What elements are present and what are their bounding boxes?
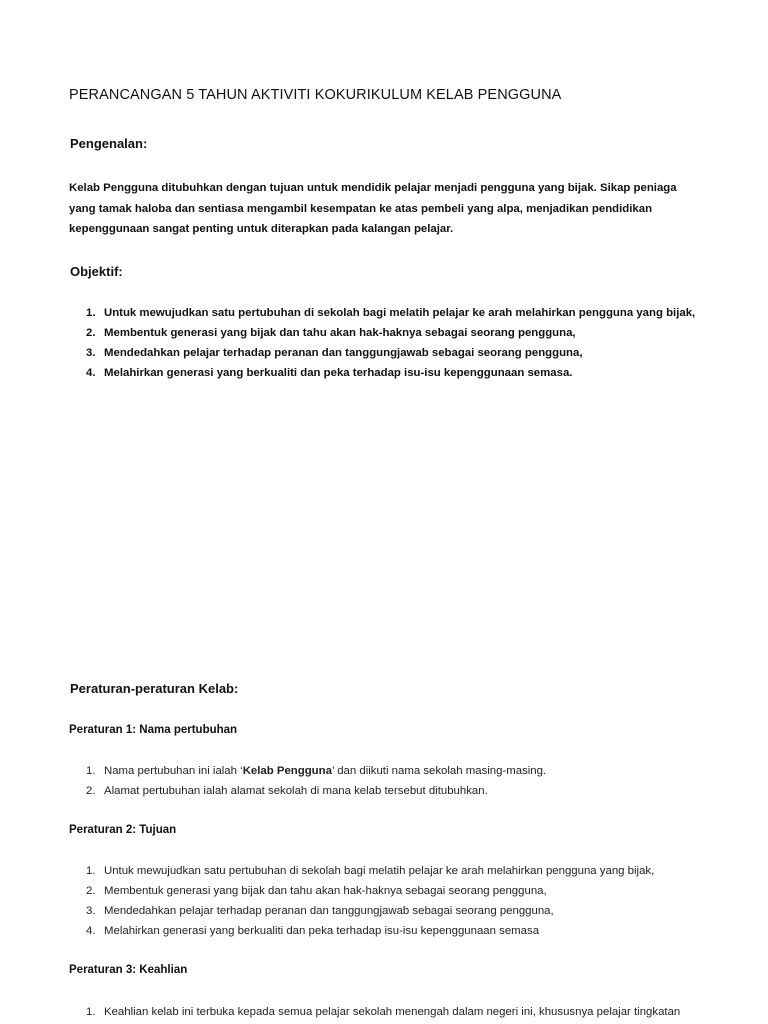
objectives-list <box>69 303 704 383</box>
list-number: 1. <box>86 765 96 777</box>
list-text: Melahirkan generasi yang berkualiti dan peka terhadap isu-isu kepenggunaan semasa. <box>104 367 573 379</box>
list-item <box>69 921 704 941</box>
list-text-before: Nama pertubuhan ini ialah ‘ <box>104 765 243 777</box>
list-text: Untuk mewujudkan satu pertubuhan di sekolah bagi melatih pelajar ke arah melahirkan pengguna yang bijak, <box>104 307 696 319</box>
list-number: 3. <box>86 905 96 917</box>
list-item <box>69 1002 744 1022</box>
rule3-heading: Peraturan 3: Keahlian <box>69 964 188 976</box>
rule1-list <box>69 761 704 801</box>
list-text: Mendedahkan pelajar terhadap peranan dan tanggungjawab sebagai seorang pengguna, <box>104 347 583 359</box>
list-text-after: ’ dan diikuti nama sekolah masing-masing. <box>331 765 547 777</box>
list-text: Mendedahkan pelajar terhadap peranan dan tanggungjawab sebagai seorang pengguna, <box>104 905 554 917</box>
list-item <box>69 881 704 901</box>
list-text <box>104 765 546 777</box>
list-item <box>69 761 704 781</box>
rules-heading: Peraturan-peraturan Kelab: <box>70 681 239 696</box>
list-number: 2. <box>86 785 96 797</box>
document-title: PERANCANGAN 5 TAHUN AKTIVITI KOKURIKULUM KELAB PENGGUNA <box>69 87 562 103</box>
list-text: Membentuk generasi yang bijak dan tahu akan hak-haknya sebagai seorang pengguna, <box>104 327 576 339</box>
list-number: 2. <box>86 327 96 339</box>
list-number: 1. <box>86 307 96 319</box>
list-item <box>69 781 704 801</box>
intro-paragraph: Kelab Pengguna ditubuhkan dengan tujuan untuk mendidik pelajar menjadi pengguna yang bijak. Sikap peniaga yang tamak haloba dan sentiasa mengambil kesempatan ke atas pembeli yang alpa, menjadikan pendidikan kepenggunaan sangat penting untuk diterapkan pada kalangan pelajar. <box>69 182 677 235</box>
list-item <box>69 303 704 323</box>
list-number: 4. <box>86 367 96 379</box>
list-text: Keahlian kelab ini terbuka kepada semua pelajar sekolah menengah dalam negeri ini, khususnya pelajar tingkatan <box>104 1006 681 1018</box>
list-number: 2. <box>86 885 96 897</box>
list-number: 3. <box>86 347 96 359</box>
list-number: 1. <box>86 1006 96 1018</box>
rule3-list <box>69 1002 744 1022</box>
rule1-heading: Peraturan 1: Nama pertubuhan <box>69 724 238 736</box>
list-item <box>69 363 704 383</box>
list-item <box>69 323 704 343</box>
list-number: 4. <box>86 925 96 937</box>
list-text: Alamat pertubuhan ialah alamat sekolah di mana kelab tersebut ditubuhkan. <box>104 785 488 797</box>
list-item <box>69 861 704 881</box>
list-number: 1. <box>86 865 96 877</box>
rule2-list <box>69 861 704 941</box>
club-name: Kelab Pengguna <box>242 765 332 777</box>
objectives-heading: Objektif: <box>70 264 123 279</box>
intro-heading: Pengenalan: <box>70 136 148 151</box>
list-item <box>69 343 704 363</box>
rule2-heading: Peraturan 2: Tujuan <box>69 824 177 836</box>
list-item <box>69 901 704 921</box>
list-text: Melahirkan generasi yang berkualiti dan peka terhadap isu-isu kepenggunaan semasa <box>104 925 540 937</box>
list-text: Membentuk generasi yang bijak dan tahu akan hak-haknya sebagai seorang pengguna, <box>104 885 547 897</box>
list-text: Untuk mewujudkan satu pertubuhan di sekolah bagi melatih pelajar ke arah melahirkan pengguna yang bijak, <box>104 865 655 877</box>
